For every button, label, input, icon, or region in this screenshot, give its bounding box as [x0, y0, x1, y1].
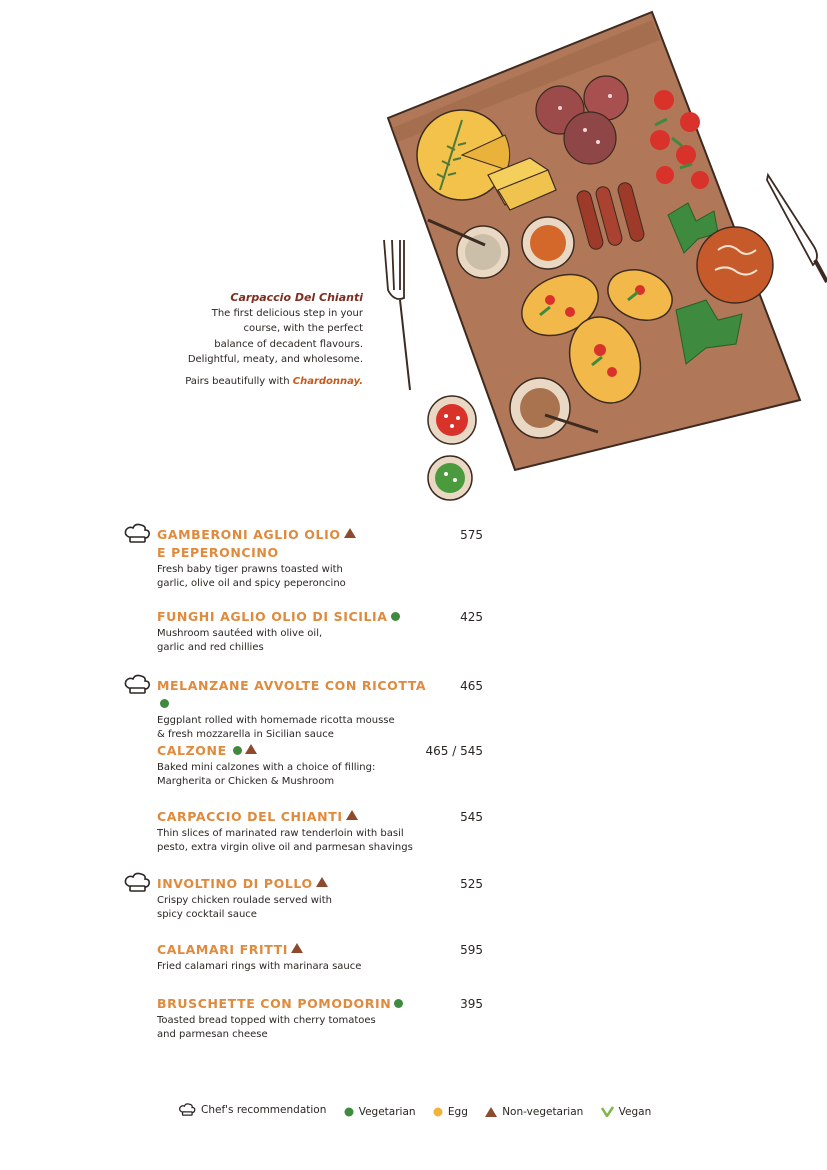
desc-line: garlic, olive oil and spicy peperoncino [157, 578, 346, 589]
desc-line: Toasted bread topped with cherry tomatoes [157, 1015, 376, 1026]
menu-item [157, 808, 487, 855]
dish-price: 395 [460, 997, 483, 1011]
dish-name [157, 526, 407, 562]
desc-line: garlic and red chillies [157, 642, 264, 653]
featured-desc-line: course, with the perfect [243, 323, 363, 334]
dish-name-line: MELANZANE AVVOLTE CON RICOTTA [157, 678, 427, 693]
legend-label: Non-vegetarian [502, 1106, 584, 1118]
desc-line: spicy cocktail sauce [157, 909, 257, 920]
vegetarian-dot-icon [233, 746, 242, 755]
non-vegetarian-triangle-icon [316, 877, 328, 887]
legend-vegan [601, 1106, 652, 1118]
dish-description [157, 894, 437, 922]
non-vegetarian-triangle-icon [245, 744, 257, 754]
dish-name-line: CARPACCIO DEL CHIANTI [157, 809, 343, 824]
desc-line: and parmesan cheese [157, 1029, 268, 1040]
dish-name [157, 941, 407, 959]
dish-description [157, 563, 437, 591]
dish-name [157, 677, 427, 713]
chef-hat-icon [123, 872, 151, 894]
menu-item [157, 875, 487, 922]
dish-description [157, 827, 457, 855]
vegetarian-dot-icon [344, 1107, 354, 1117]
chef-hat-icon [123, 674, 151, 696]
menu-item [157, 677, 487, 742]
dish-description [157, 761, 437, 789]
menu-item [157, 941, 487, 974]
dish-name [157, 742, 407, 760]
non-vegetarian-triangle-icon [485, 1107, 497, 1117]
desc-line: Eggplant rolled with homemade ricotta mousse [157, 715, 395, 726]
dish-name-line: E PEPERONCINO [157, 545, 279, 560]
dish-description [157, 714, 437, 742]
desc-line: Margherita or Chicken & Mushroom [157, 776, 335, 787]
legend-label: Vegetarian [358, 1106, 416, 1118]
dish-price: 465 [460, 679, 483, 693]
desc-line: & fresh mozzarella in Sicilian sauce [157, 729, 334, 740]
dish-description [157, 627, 437, 655]
chef-hat-icon [123, 523, 151, 545]
dish-name-line: GAMBERONI AGLIO OLIO [157, 527, 341, 542]
dish-price: 425 [460, 610, 483, 624]
vegetarian-dot-icon [160, 699, 169, 708]
wine-pairing-text: Pairs beautifully with [185, 375, 293, 387]
dish-name [157, 608, 407, 626]
desc-line: Fried calamari rings with marinara sauce [157, 961, 362, 972]
chef-hat-icon [178, 1103, 196, 1117]
dish-name [157, 875, 407, 893]
desc-line: Fresh baby tiger prawns toasted with [157, 564, 343, 575]
dish-description [157, 960, 437, 974]
desc-line: Thin slices of marinated raw tenderloin with basil [157, 828, 404, 839]
dish-name-line: INVOLTINO DI POLLO [157, 876, 313, 891]
desc-line: Baked mini calzones with a choice of filling: [157, 762, 376, 773]
egg-dot-icon [433, 1107, 443, 1117]
dish-name-line: CALZONE [157, 743, 227, 758]
legend-label: Chef's recommendation [201, 1104, 327, 1116]
menu-item [157, 526, 487, 591]
non-vegetarian-triangle-icon [291, 943, 303, 953]
non-vegetarian-triangle-icon [346, 810, 358, 820]
non-vegetarian-triangle-icon [344, 528, 356, 538]
featured-desc-line: The first delicious step in your [211, 307, 363, 319]
dish-price: 525 [460, 877, 483, 891]
vegetarian-dot-icon [391, 612, 400, 621]
dish-price: 575 [460, 528, 483, 542]
vegetarian-dot-icon [394, 999, 403, 1008]
vegan-check-icon [601, 1106, 614, 1117]
legend-veg [344, 1106, 416, 1118]
menu-item [157, 742, 487, 789]
legend-nonveg [485, 1106, 583, 1118]
desc-line: Mushroom sautéed with olive oil, [157, 628, 323, 639]
menu-item [157, 608, 487, 655]
dish-price: 595 [460, 943, 483, 957]
legend-label: Egg [447, 1106, 468, 1118]
desc-line: Crispy chicken roulade served with [157, 895, 332, 906]
dish-name-line: BRUSCHETTE CON POMODORIN [157, 996, 392, 1011]
dish-price: 465 / 545 [425, 744, 483, 758]
featured-desc-line: Delightful, meaty, and wholesome. [187, 354, 363, 365]
dish-price: 545 [460, 810, 483, 824]
legend-chef [178, 1103, 326, 1117]
featured-desc-line: balance of decadent flavours. [214, 338, 363, 350]
wine-name: Chardonnay. [292, 375, 363, 387]
dish-name [157, 808, 407, 826]
legend-label: Vegan [618, 1105, 652, 1118]
dish-name [157, 995, 407, 1013]
desc-line: pesto, extra virgin olive oil and parmesan shavings [157, 842, 413, 853]
dietary-legend [178, 1103, 665, 1119]
dish-description [157, 1014, 437, 1042]
dish-name-line: CALAMARI FRITTI [157, 942, 289, 957]
dish-name-line: FUNGHI AGLIO OLIO DI SICILIA [157, 609, 388, 624]
menu-item [157, 995, 487, 1042]
legend-egg [433, 1106, 468, 1118]
featured-dish-title: Carpaccio Del Chianti [230, 291, 363, 304]
